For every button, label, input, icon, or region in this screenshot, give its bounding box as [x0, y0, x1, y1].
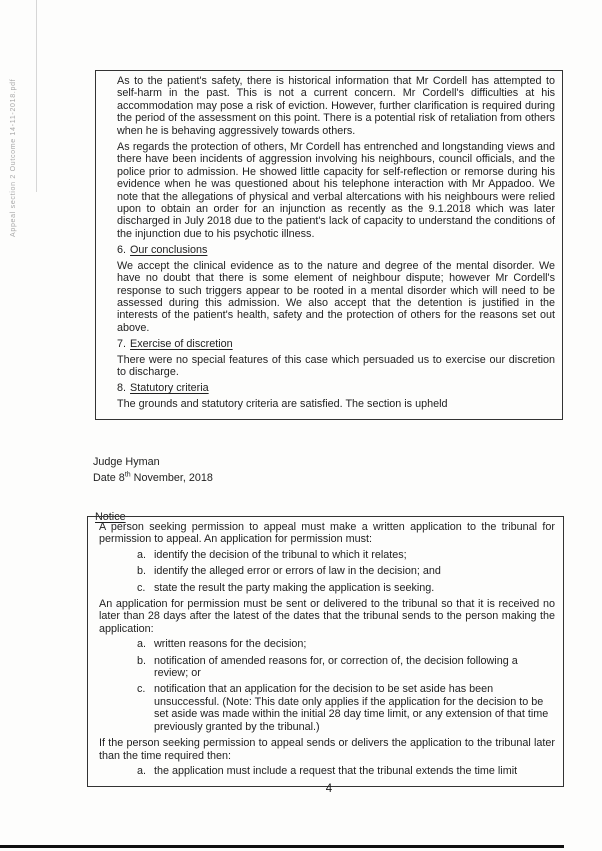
notice-heading: Notice	[95, 510, 126, 523]
scan-bottom-edge	[0, 845, 564, 848]
list-item-label: a.	[137, 548, 147, 561]
section-title: Our conclusions	[130, 244, 208, 257]
list-item-text: written reasons for the decision;	[154, 638, 307, 651]
list-item-label: c.	[137, 683, 146, 696]
section-body: We accept the clinical evidence as to the nature and degree of the mental disorder. We have no doubt that there is some element of neighbour dispute; however Mr Cordell's response to such triggers appear to be rooted in a mental disorder which will need to be assessed during this admission. We also accept that the detention is justified in the interests of the patient's health, safety and the protection of others for the reasons set out above.	[117, 259, 555, 334]
notice-box	[87, 516, 564, 787]
list-item-label: c.	[137, 581, 146, 594]
section-heading	[117, 244, 555, 256]
judge-name: Judge Hyman	[93, 456, 160, 468]
section-title: Statutory criteria	[130, 382, 209, 395]
decision-date: Date 8th November, 2018	[93, 471, 213, 484]
section-heading	[117, 338, 555, 350]
page-number: 4	[325, 783, 333, 795]
notice-paragraph: If the person seeking permission to appeal sends or delivers the application to the tribunal later than the time required then:	[99, 737, 555, 762]
paragraph-patient-safety: As to the patient's safety, there is historical information that Mr Cordell has attempted to self-harm in the past. This is not a current concern. Mr Cordell's difficulties at his accommodation may pose a risk of eviction. However, further clarification is required during the period of the assessment on this point. There is a potential risk of retaliation from others when he is behaving aggressively towards others.	[117, 75, 555, 137]
list-item-label: b.	[137, 565, 147, 578]
notice-list-item	[137, 582, 555, 594]
notice-list-item	[137, 638, 555, 650]
date-ordinal: th	[124, 471, 131, 479]
list-item-label: a.	[137, 764, 147, 777]
section-number: 7.	[117, 338, 127, 351]
section-title: Exercise of discretion	[130, 338, 233, 351]
section-statutory-criteria	[117, 382, 555, 410]
notice-paragraph: An application for permission must be sent or delivered to the tribunal so that it is received no later than 28 days after the latest of the dates that the tribunal sends to the person making the application:	[99, 598, 555, 635]
notice-paragraph: A person seeking permission to appeal must make a written application to the tribunal for permission to appeal. An application for permission must:	[99, 521, 555, 546]
signature-block	[93, 456, 213, 488]
list-item-text: notification of amended reasons for, or correction of, the decision following a review; or	[154, 654, 518, 680]
list-item-text: the application must include a request that the tribunal extends the time limit	[154, 764, 518, 777]
section-number: 6.	[117, 244, 127, 257]
scan-edge-line	[36, 0, 37, 192]
list-item-text: identify the decision of the tribunal to which it relates;	[154, 548, 407, 561]
section-our-conclusions	[117, 244, 555, 334]
notice-list-item	[137, 765, 555, 777]
list-item-text: state the result the party making the application is seeking.	[154, 581, 435, 594]
notice-list-item	[137, 565, 555, 577]
decision-box	[95, 70, 563, 420]
notice-list-item	[137, 683, 555, 733]
section-body: The grounds and statutory criteria are satisfied. The section is upheld	[117, 397, 448, 410]
list-item-text: notification that an application for the decision to be set aside has been unsuccessful. (Note: This date only applies if the application for the decision to be set aside was made within the initial 28 day time limit, or any extension of that time previously granted by the tribunal.)	[154, 683, 549, 733]
section-exercise-of-discretion	[117, 338, 555, 378]
notice-list-item	[137, 549, 555, 561]
section-heading	[117, 382, 555, 394]
section-body: There were no special features of this case which persuaded us to exercise our discretion to discharge.	[117, 353, 555, 378]
list-item-label: b.	[137, 654, 147, 667]
notice-list-item	[137, 655, 555, 680]
list-item-label: a.	[137, 638, 147, 651]
section-number: 8.	[117, 382, 127, 395]
list-item-text: identify the alleged error or errors of law in the decision; and	[154, 565, 441, 578]
paragraph-protection-of-others: As regards the protection of others, Mr Cordell has entrenched and longstanding views and there have been incidents of aggression involving his neighbours, council officials, and the police prior to admission. He showed little capacity for self-reflection or remorse during his evidence when he was questioned about his telephone interaction with Mr Appadoo. We note that the allegations of physical and verbal altercations with his neighbours were relied upon to obtain an order for an injunction as recently as the 9.1.2018 which was later discharged in July 2018 due to the patient's lack of capacity to understand the conditions of the injunction due to his psychotic illness.	[117, 141, 555, 240]
sidebar-filename: Appeal section 2 Outcome 14-11-2018.pdf	[10, 78, 17, 237]
